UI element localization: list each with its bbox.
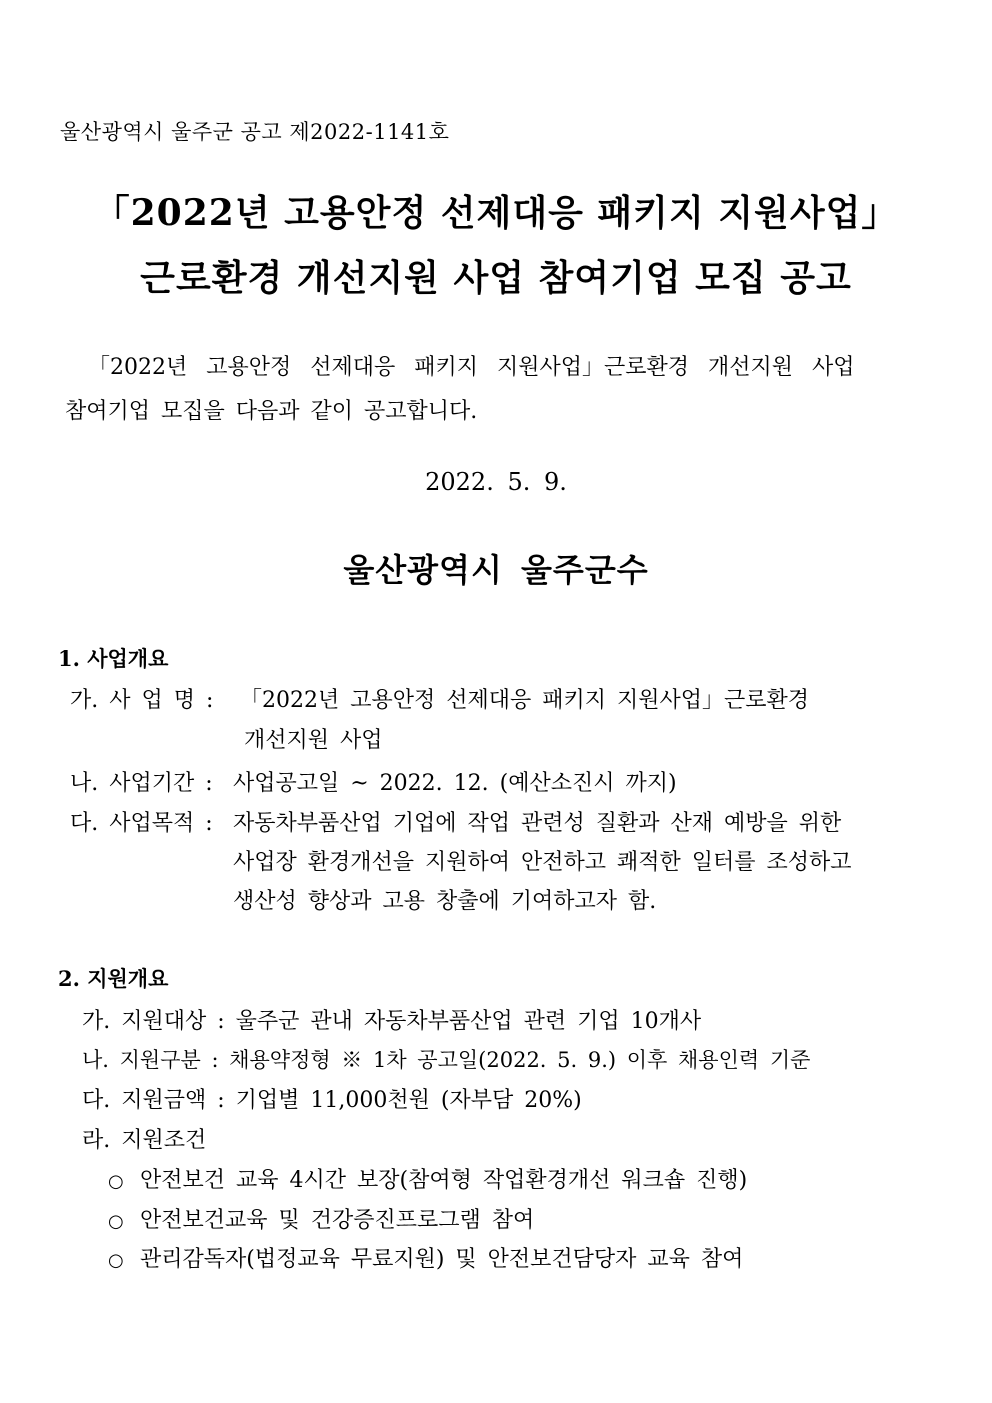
condition-item [108,1242,743,1273]
notice-number: 울산광역시 울주군 공고 제2022-1141호 [60,120,450,144]
bullet-circle-icon: ○ [108,1250,124,1271]
notice-date: 2022. 5. 9. [425,468,567,496]
condition-text: 안전보건교육 및 건강증진프로그램 참여 [140,1208,535,1233]
issuer: 울산광역시 울주군수 [343,551,649,589]
title-line-1: 「2022년 고용안정 선제대응 패키지 지원사업」 [93,192,899,234]
support-type: 나. 지원구분 : 채용약정형 ※ 1차 공고일(2022. 5. 9.) 이후 채용인력 기준 [82,1048,811,1072]
condition-item [108,1203,534,1234]
bullet-circle-icon: ○ [108,1171,124,1192]
intro-line-2: 참여기업 모집을 다음과 같이 공고합니다. [65,399,478,424]
section-1-heading: 1. 사업개요 [58,646,169,671]
section-2-heading: 2. 지원개요 [58,966,169,991]
business-purpose-label: 다. 사업목적 : [70,811,213,836]
business-period-label: 나. 사업기간 : [70,771,213,796]
business-name-value-2: 개선지원 사업 [244,728,383,753]
support-target: 가. 지원대상 : 울주군 관내 자동차부품산업 관련 기업 10개사 [82,1009,702,1034]
support-amount: 다. 지원금액 : 기업별 11,000천원 (자부담 20%) [82,1088,582,1113]
business-name-value-1: 「2022년 고용안정 선제대응 패키지 지원사업」근로환경 [240,688,810,713]
business-purpose-line-1: 자동차부품산업 기업에 작업 관련성 질환과 산재 예방을 위한 [233,811,842,836]
bullet-circle-icon: ○ [108,1211,124,1232]
condition-text: 안전보건 교육 4시간 보장(참여형 작업환경개선 워크숍 진행) [140,1168,748,1193]
condition-text: 관리감독자(법정교육 무료지원) 및 안전보건담당자 교육 참여 [140,1247,744,1272]
intro-line-1: 「2022년 고용안정 선제대응 패키지 지원사업」근로환경 개선지원 사업 [88,355,855,380]
business-period-value: 사업공고일 ~ 2022. 12. (예산소진시 까지) [233,771,677,796]
support-conditions-label: 라. 지원조건 [82,1128,207,1153]
title-line-2: 근로환경 개선지원 사업 참여기업 모집 공고 [140,257,852,299]
business-purpose-line-3: 생산성 향상과 고용 창출에 기여하고자 함. [233,889,657,914]
business-purpose-line-2: 사업장 환경개선을 지원하여 안전하고 쾌적한 일터를 조성하고 [233,850,852,875]
condition-item [108,1163,747,1194]
business-name-label: 가. 사 업 명 : [70,688,214,713]
